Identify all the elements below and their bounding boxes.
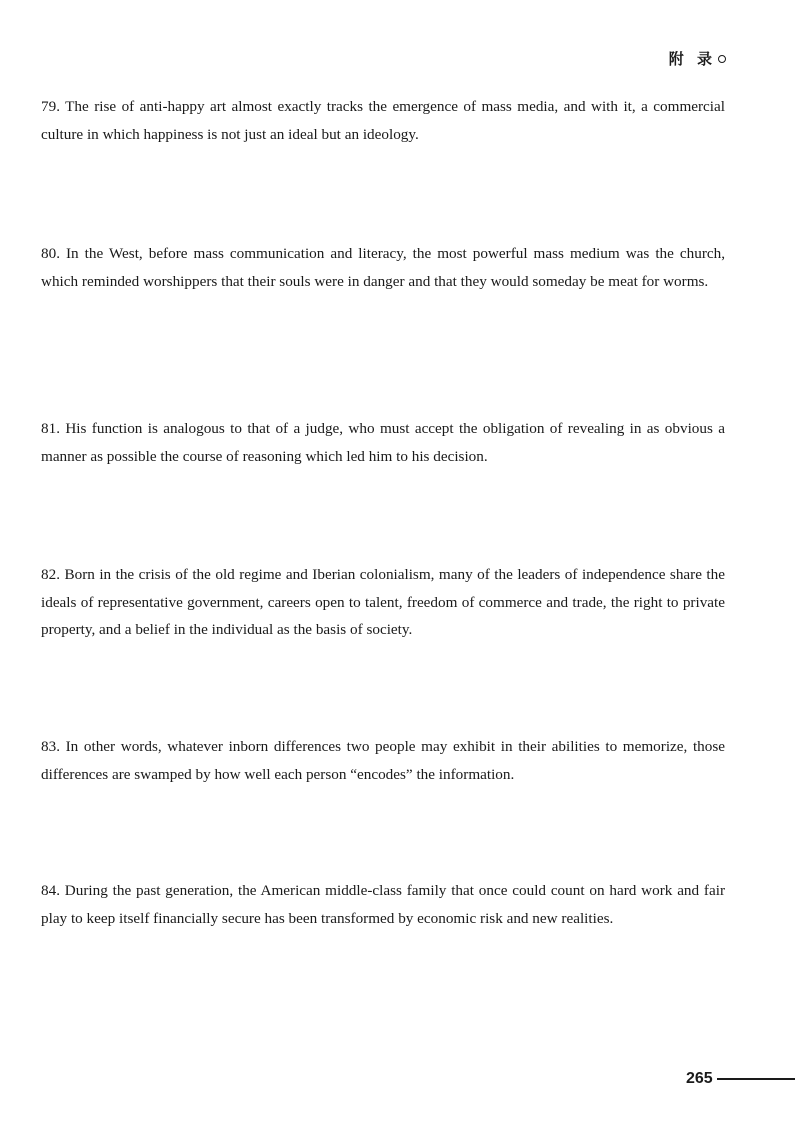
footer-rule [717,1078,795,1080]
item-number: 79. [41,98,60,115]
circle-bullet-icon [718,55,726,63]
item-number: 80. [41,245,60,262]
item-79 [41,93,725,148]
page-footer [686,1070,795,1088]
item-text: During the past generation, the American middle-class family that once could count on hard work and fair play to keep itself financially secure has been transformed by economic risk and new realities. [41,882,726,927]
running-head [669,48,726,69]
item-84 [41,877,725,932]
item-80 [41,240,725,295]
item-number: 81. [41,420,60,437]
item-text: In other words, whatever inborn differences two people may exhibit in their abilities to memorize, those differences are swamped by how well each person “encodes” the information. [41,738,726,783]
item-81 [41,415,725,470]
item-text: The rise of anti-happy art almost exactly tracks the emergence of mass media, and with it, a commercial culture in which happiness is not just an ideal but an ideology. [41,98,725,143]
item-number: 84. [41,882,60,899]
item-text: His function is analogous to that of a judge, who must accept the obligation of revealing in as obvious a manner as possible the course of reasoning which led him to his decision. [41,420,726,465]
item-text: Born in the crisis of the old regime and Iberian colonialism, many of the leaders of independence share the ideals of representative government, careers open to talent, freedom of commerce and trade, the right to private property, and a belief in the individual as the basis of society. [41,566,725,638]
item-82 [41,561,725,644]
running-head-text: 附 录 [668,50,716,68]
page-number: 265 [686,1070,713,1087]
item-83 [41,733,725,788]
item-number: 83. [41,738,60,755]
item-number: 82. [41,566,60,583]
item-text: In the West, before mass communication and literacy, the most powerful mass medium was the church, which reminded worshippers that their souls were in danger and that they would someday be meat for worms. [41,245,726,290]
